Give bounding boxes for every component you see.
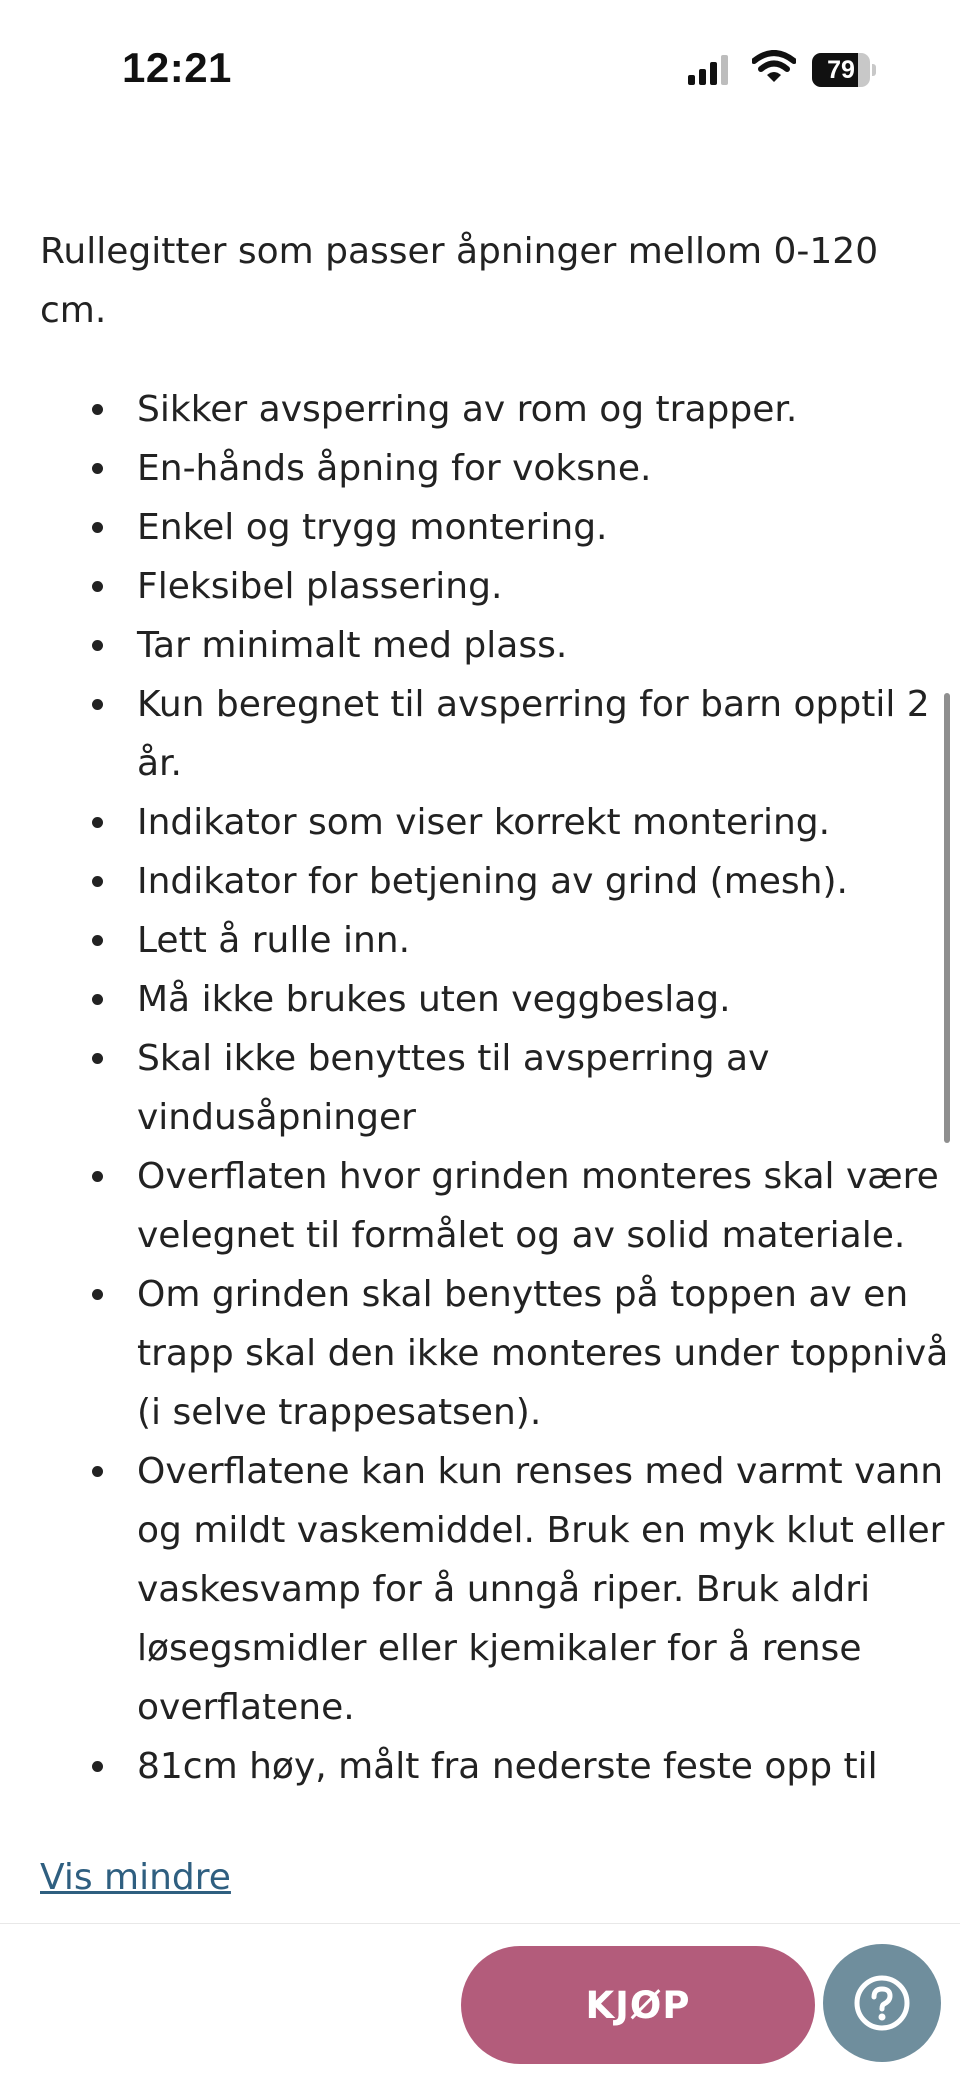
list-item: Enkel og trygg montering.	[137, 498, 960, 557]
battery-icon	[812, 53, 876, 87]
list-item: Tar minimalt med plass.	[137, 616, 960, 675]
list-item: En-hånds åpning for voksne.	[137, 439, 960, 498]
list-item: Indikator som viser korrekt montering.	[137, 793, 960, 852]
product-description	[40, 222, 949, 1796]
buy-button[interactable]: KJØP	[461, 1946, 815, 2064]
signal-icon	[688, 55, 732, 85]
list-item: Skal ikke benyttes til avsperring av vindusåpninger	[137, 1029, 960, 1147]
bottom-action-bar	[0, 1923, 960, 2082]
list-item: 81cm høy, målt fra nederste feste opp til	[137, 1737, 960, 1796]
show-less-link[interactable]: Vis mindre	[40, 1857, 231, 1898]
list-item: Overflaten hvor grinden monteres skal være velegnet til formålet og av solid materiale.	[137, 1147, 960, 1265]
feature-list	[40, 380, 949, 1796]
list-item: Om grinden skal benyttes på toppen av en trapp skal den ikke monteres under toppnivå (i selve trappesatsen).	[137, 1265, 960, 1442]
list-item: Overflatene kan kun renses med varmt vann og mildt vaskemiddel. Bruk en myk klut eller vaskesvamp for å unngå riper. Bruk aldri løsegsmidler eller kjemikaler for å rense overflatene.	[137, 1442, 960, 1737]
description-intro: Rullegitter som passer åpninger mellom 0-120 cm.	[40, 231, 879, 331]
wifi-icon	[752, 50, 796, 84]
list-item: Fleksibel plassering.	[137, 557, 960, 616]
help-button[interactable]	[823, 1944, 941, 2062]
list-item: Lett å rulle inn.	[137, 911, 960, 970]
scrollbar[interactable]	[944, 693, 950, 1143]
battery-level: 79	[827, 56, 855, 84]
list-item: Indikator for betjening av grind (mesh).	[137, 852, 960, 911]
status-bar	[0, 0, 960, 140]
question-circle-icon	[853, 1974, 911, 2032]
status-time: 12:21	[122, 44, 232, 91]
show-less-bar	[0, 1853, 960, 1923]
list-item: Sikker avsperring av rom og trapper.	[137, 380, 960, 439]
list-item: Kun beregnet til avsperring for barn opptil 2 år.	[137, 675, 960, 793]
list-item: Må ikke brukes uten veggbeslag.	[137, 970, 960, 1029]
